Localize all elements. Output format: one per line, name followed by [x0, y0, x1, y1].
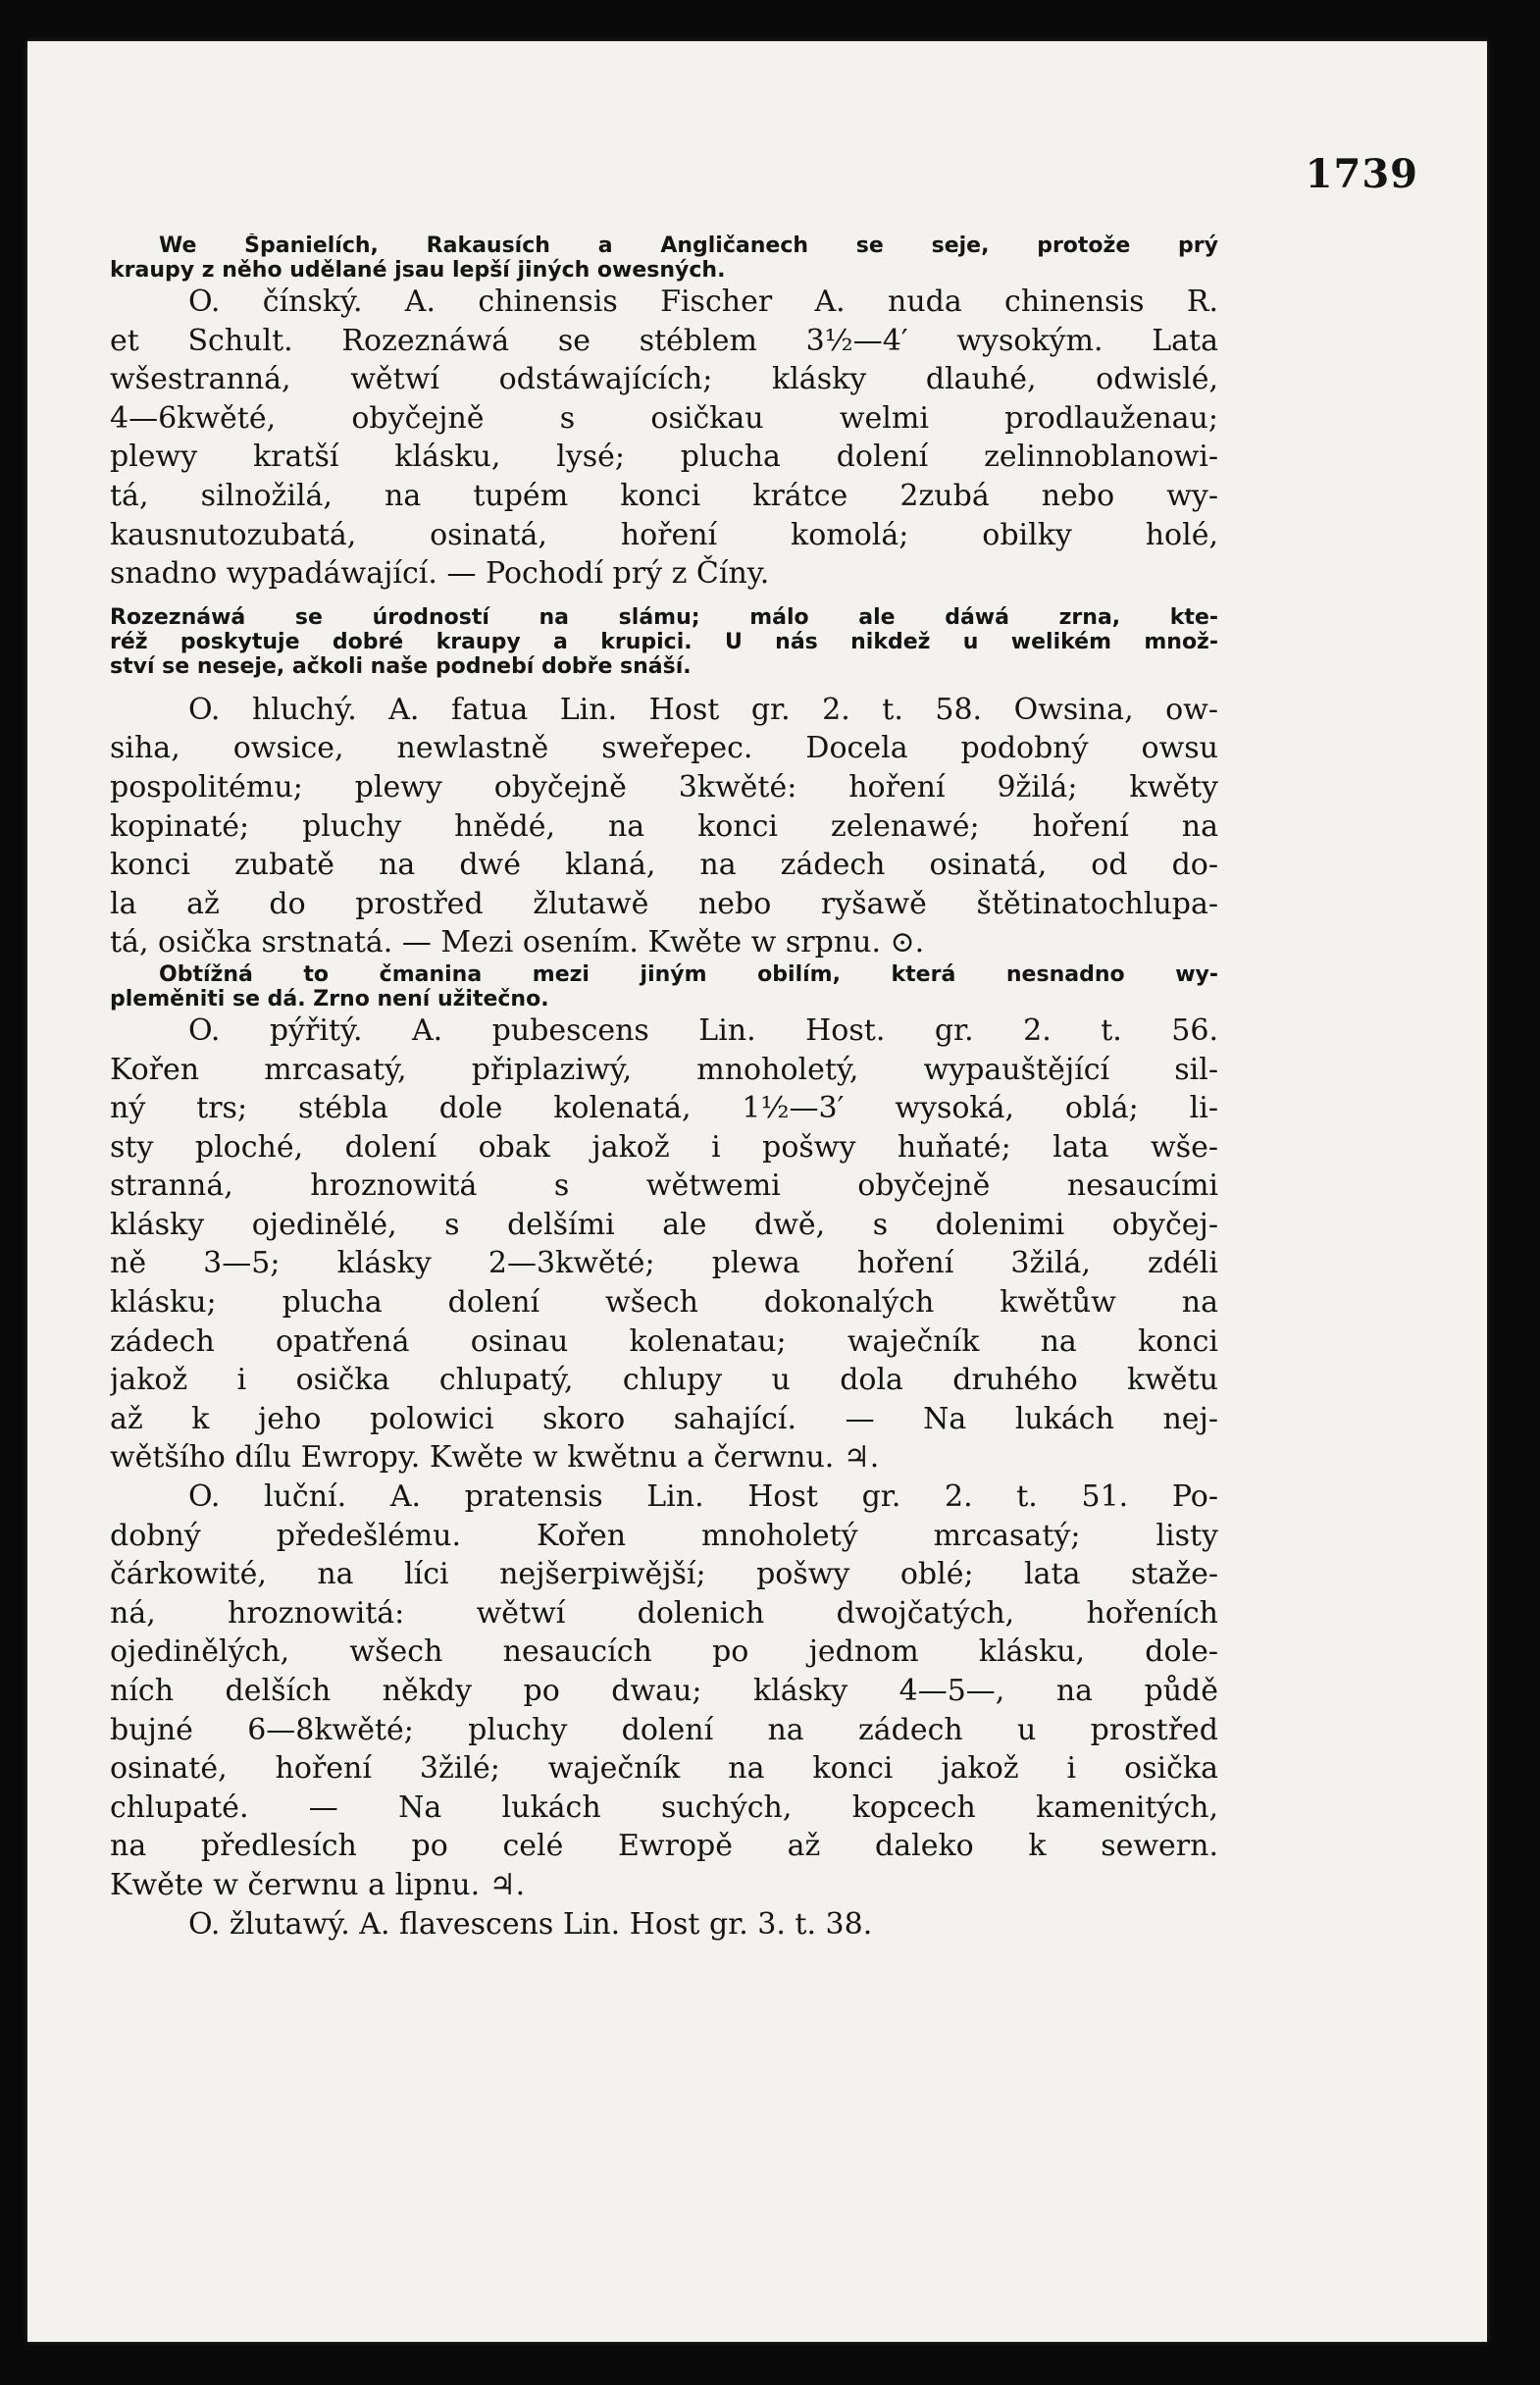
text-line: na předlesích po celé Ewropě až daleko k sewern.	[110, 1829, 1218, 1864]
text-line: wětšího dílu Ewropy. Kwěte w kwětnu a čerwnu. ♃.	[110, 1440, 880, 1476]
page-number: 1739	[1305, 151, 1418, 197]
text-line: chlupaté. — Na lukách suchých, kopcech kamenitých,	[110, 1789, 1218, 1825]
text-line: O. pýřitý. A. pubescens Lin. Host. gr. 2. t. 56.	[188, 1012, 1218, 1048]
text-line: Obtížná to čmanina mezi jiným obilím, která nesnadno wy-	[159, 961, 1218, 987]
text-line: čárkowité, na líci nejšerpiwější; pošwy oblé; lata staže-	[110, 1557, 1218, 1592]
text-line: pospolitému; plewy obyčejně 3kwěté: hoření 9žilá; kwěty	[110, 769, 1218, 804]
text-line: kopinaté; pluchy hnědé, na konci zelenawé; hoření na	[110, 808, 1218, 844]
text-line: Rozeznáwá se úrodností na slámu; málo ale dáwá zrna, kte-	[110, 604, 1218, 630]
text-line: réž poskytuje dobré kraupy a krupici. U nás nikdež u welikém množ-	[110, 629, 1218, 654]
text-line: et Schult. Rozeznáwá se stéblem 3½—4′ wysokým. Lata	[110, 323, 1218, 358]
text-line: až k jeho polowici skoro sahající. — Na lukách nej-	[110, 1401, 1218, 1436]
text-line: sty ploché, dolení obak jakož i pošwy huňaté; lata wše-	[110, 1129, 1218, 1165]
text-line: ství se neseje, ačkoli naše podnebí dobře snáší.	[110, 653, 692, 679]
text-line: ních delších někdy po dwau; klásky 4—5—, na půdě	[110, 1674, 1218, 1708]
note-paragraph	[110, 605, 1218, 679]
text-line: bujné 6—8kwěté; pluchy dolení na zádech u prostřed	[110, 1712, 1218, 1747]
text-line: jakož i osička chlupatý, chlupy u dola druhého kwětu	[110, 1363, 1218, 1398]
text-line: Kwěte w čerwnu a lipnu. ♃.	[110, 1867, 526, 1902]
text-line: zádech opatřená osinau kolenatau; waječník na konci	[110, 1323, 1218, 1359]
text-line: ný trs; stébla dole kolenatá, 1½—3′ wysoká, oblá; li-	[110, 1091, 1218, 1126]
body-paragraph	[110, 691, 1218, 962]
text-line: kraupy z něho udělané jsau lepší jiných owesných.	[110, 258, 726, 283]
text-line: klásky ojedinělé, s delšími ale dwě, s dolenimi obyčej-	[110, 1207, 1218, 1242]
note-paragraph	[110, 962, 1218, 1011]
text-line: klásku; plucha dolení wšech dokonalých kwětůw na	[110, 1285, 1218, 1321]
text-line: ná, hroznowitá: wětwí dolenich dwojčatých, hořeních	[110, 1595, 1218, 1631]
text-line: Kořen mrcasatý, připlaziwý, mnoholetý, wypauštějící sil-	[110, 1052, 1218, 1087]
page-text	[110, 233, 1218, 1944]
text-line: osinaté, hoření 3žilé; waječník na konci jakož i osička	[110, 1751, 1218, 1787]
paragraph-gap	[110, 679, 1218, 691]
text-line: plewy kratší klásku, lysé; plucha dolení zelinnoblanowi-	[110, 440, 1218, 475]
text-line: ojedinělých, wšech nesaucích po jednom klásku, dole-	[110, 1634, 1218, 1670]
text-line: O. luční. A. pratensis Lin. Host gr. 2. t. 51. Po-	[188, 1479, 1218, 1515]
text-line: O. čínský. A. chinensis Fischer A. nuda chinensis R.	[188, 285, 1218, 319]
text-line: snadno wypadáwající. — Pochodí prý z Číny.	[110, 556, 770, 592]
body-paragraph	[110, 1905, 1218, 1944]
text-line: la až do prostřed žlutawě nebo ryšawě štětinatochlupa-	[110, 886, 1218, 921]
text-line: stranná, hroznowitá s wětwemi obyčejně nesaucími	[110, 1168, 1218, 1204]
body-paragraph	[110, 283, 1218, 594]
text-line: siha, owsice, newlastně sweřepec. Docela podobný owsu	[110, 731, 1218, 766]
text-line: tá, silnožilá, na tupém konci krátce 2zubá nebo wy-	[110, 478, 1218, 513]
text-line: wšestranná, wětwí odstáwajících; klásky dlauhé, odwislé,	[110, 362, 1218, 397]
text-line: konci zubatě na dwé klaná, na zádech osinatá, od do-	[110, 848, 1218, 883]
body-paragraph	[110, 1478, 1218, 1905]
note-paragraph	[110, 233, 1218, 283]
text-line: O. žlutawý. A. flavescens Lin. Host gr. 3. t. 38.	[188, 1906, 873, 1942]
text-line: tá, osička srstnatá. — Mezi osením. Kwěte w srpnu. ⊙.	[110, 925, 925, 960]
paragraph-gap	[110, 594, 1218, 605]
text-line: O. hluchý. A. fatua Lin. Host gr. 2. t. 58. Owsina, ow-	[188, 692, 1218, 727]
text-line: dobný předešlému. Kořen mnoholetý mrcasatý; listy	[110, 1518, 1218, 1553]
text-line: We Španielích, Rakausích a Angličanech se seje, protože prý	[159, 233, 1218, 258]
text-line: kausnutozubatá, osinatá, hoření komolá; obilky holé,	[110, 517, 1218, 552]
text-line: 4—6kwěté, obyčejně s osičkau welmi prodlauženau;	[110, 400, 1218, 436]
text-line: pleměniti se dá. Zrno není užitečno.	[110, 986, 549, 1011]
body-paragraph	[110, 1011, 1218, 1478]
text-line: ně 3—5; klásky 2—3kwěté; plewa hoření 3žilá, zdéli	[110, 1246, 1218, 1281]
book-page	[27, 41, 1487, 2342]
